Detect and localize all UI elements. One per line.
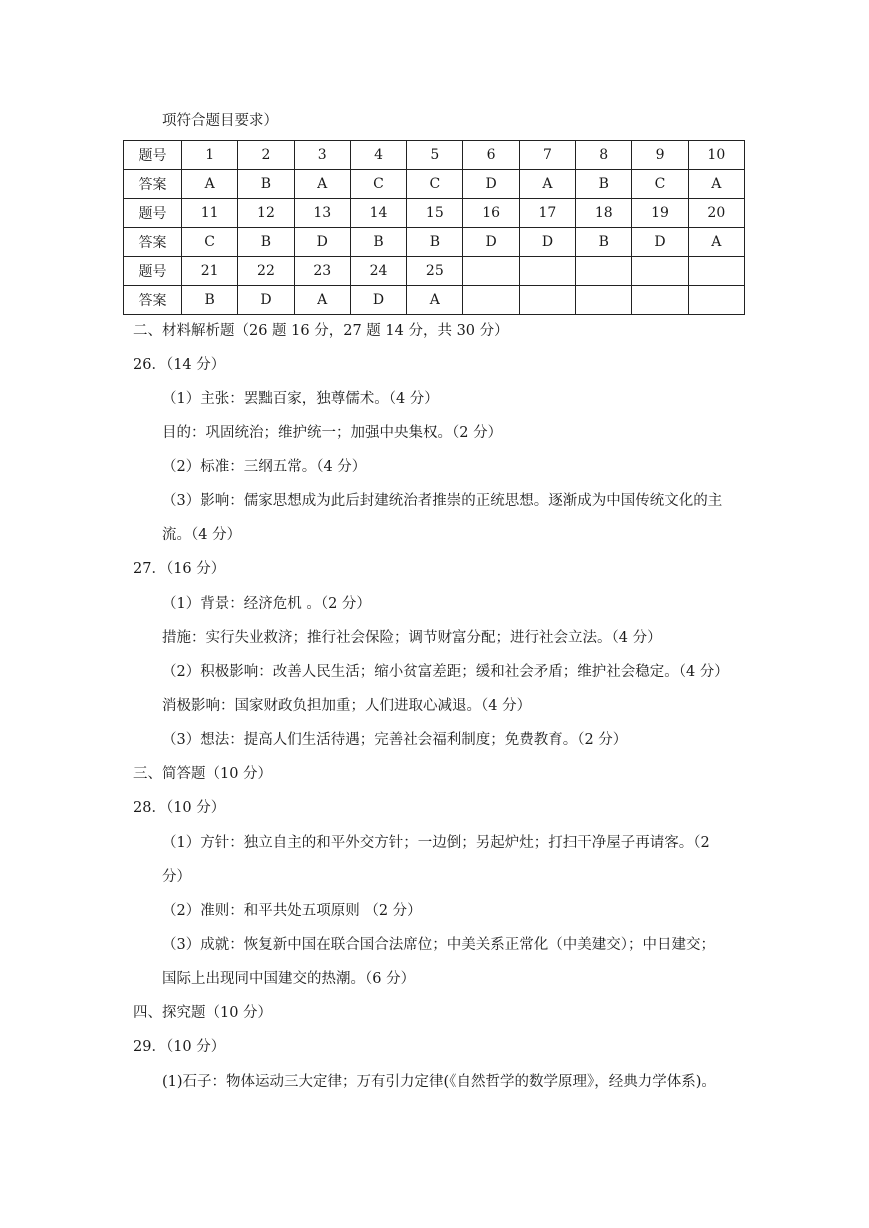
table-cell: D <box>350 286 406 315</box>
table-cell <box>576 257 632 286</box>
table-cell: 11 <box>182 199 238 228</box>
table-cell: 22 <box>238 257 294 286</box>
answer-table-row <box>124 199 745 228</box>
table-cell: 23 <box>294 257 350 286</box>
table-cell: A <box>294 170 350 199</box>
table-cell: 18 <box>576 199 632 228</box>
table-cell: 10 <box>688 141 744 170</box>
question-26-heading: 26．（14 分） <box>133 357 226 373</box>
table-cell <box>632 286 688 315</box>
table-cell: B <box>576 228 632 257</box>
table-cell: A <box>519 170 575 199</box>
table-cell: C <box>632 170 688 199</box>
q27-part-2: （2）积极影响：改善人民生活；缩小贫富差距；缓和社会矛盾；维护社会稳定。（4 分） <box>162 664 729 680</box>
section-4-heading: 四、探究题（10 分） <box>133 1005 273 1021</box>
table-cell: 24 <box>350 257 406 286</box>
question-27-heading: 27．（16 分） <box>133 561 226 577</box>
table-cell <box>576 286 632 315</box>
table-cell: D <box>463 228 519 257</box>
table-cell: 14 <box>350 199 406 228</box>
q27-part-1: （1）背景：经济危机 。（2 分） <box>162 596 371 612</box>
q27-measures: 措施：实行失业救济；推行社会保险；调节财富分配；进行社会立法。（4 分） <box>162 630 662 646</box>
q28-part-3: （3）成就：恢复新中国在联合国合法席位；中美关系正常化（中美建交）；中日建交； <box>162 937 715 953</box>
table-cell: 16 <box>463 199 519 228</box>
table-cell: A <box>688 170 744 199</box>
table-cell: C <box>407 170 463 199</box>
table-cell: D <box>238 286 294 315</box>
table-cell <box>688 257 744 286</box>
table-cell <box>463 257 519 286</box>
table-cell: A <box>407 286 463 315</box>
table-cell: 9 <box>632 141 688 170</box>
answer-table-row <box>124 141 745 170</box>
table-cell: 1 <box>182 141 238 170</box>
q27-negative: 消极影响：国家财政负担加重；人们进取心减退。（4 分） <box>162 698 532 714</box>
q29-part-1: (1)石子：物体运动三大定律；万有引力定律(《自然哲学的数学原理》，经典力学体系)。 <box>162 1074 716 1090</box>
table-cell: B <box>576 170 632 199</box>
row-label: 答案 <box>124 286 182 315</box>
q28-part-1-cont: 分） <box>162 869 191 885</box>
table-cell: 2 <box>238 141 294 170</box>
table-cell: 20 <box>688 199 744 228</box>
q26-part-3: （3）影响：儒家思想成为此后封建统治者推崇的正统思想。逐渐成为中国传统文化的主 <box>162 493 723 509</box>
table-cell: 3 <box>294 141 350 170</box>
section-3-heading: 三、简答题（10 分） <box>133 766 273 782</box>
table-cell: 7 <box>519 141 575 170</box>
section-2-heading: 二、材料解析题（26 题 16 分，27 题 14 分，共 30 分） <box>133 323 509 339</box>
q28-part-1: （1）方针：独立自主的和平外交方针；一边倒；另起炉灶；打扫干净屋子再请客。（2 <box>162 835 710 851</box>
table-cell: 8 <box>576 141 632 170</box>
q28-part-3-cont: 国际上出现同中国建交的热潮。（6 分） <box>162 971 416 987</box>
q26-part-3-cont: 流。（4 分） <box>162 527 242 543</box>
question-29-heading: 29．（10 分） <box>133 1039 226 1055</box>
answer-table-row <box>124 257 745 286</box>
table-cell: B <box>350 228 406 257</box>
table-cell: 5 <box>407 141 463 170</box>
table-cell: B <box>182 286 238 315</box>
table-cell: 21 <box>182 257 238 286</box>
q26-purpose: 目的：巩固统治；维护统一；加强中央集权。（2 分） <box>162 425 503 441</box>
row-label: 题号 <box>124 257 182 286</box>
q28-part-2: （2）准则：和平共处五项原则 （2 分） <box>162 903 422 919</box>
table-cell <box>688 286 744 315</box>
answer-table <box>123 140 745 315</box>
table-cell: 17 <box>519 199 575 228</box>
table-cell: A <box>688 228 744 257</box>
table-cell: B <box>238 170 294 199</box>
table-cell: 4 <box>350 141 406 170</box>
table-cell: D <box>519 228 575 257</box>
q26-part-2: （2）标准：三纲五常。（4 分） <box>162 459 367 475</box>
table-cell: 19 <box>632 199 688 228</box>
intro-fragment: 项符合题目要求） <box>162 113 278 129</box>
row-label: 题号 <box>124 141 182 170</box>
table-cell: B <box>407 228 463 257</box>
row-label: 答案 <box>124 170 182 199</box>
answer-table-row <box>124 228 745 257</box>
table-cell: 12 <box>238 199 294 228</box>
table-cell: D <box>632 228 688 257</box>
table-cell: 13 <box>294 199 350 228</box>
table-cell: D <box>294 228 350 257</box>
table-cell: B <box>238 228 294 257</box>
row-label: 题号 <box>124 199 182 228</box>
table-cell: 25 <box>407 257 463 286</box>
table-cell: A <box>294 286 350 315</box>
table-cell: C <box>350 170 406 199</box>
table-cell <box>519 257 575 286</box>
q27-part-3: （3）想法：提高人们生活待遇；完善社会福利制度；免费教育。（2 分） <box>162 732 628 748</box>
table-cell <box>463 286 519 315</box>
table-cell: A <box>182 170 238 199</box>
table-cell: D <box>463 170 519 199</box>
q26-part-1: （1）主张：罢黜百家，独尊儒术。（4 分） <box>162 391 439 407</box>
row-label: 答案 <box>124 228 182 257</box>
table-cell <box>632 257 688 286</box>
answer-table-row <box>124 286 745 315</box>
question-28-heading: 28．（10 分） <box>133 800 226 816</box>
table-cell: 6 <box>463 141 519 170</box>
table-cell <box>519 286 575 315</box>
table-cell: C <box>182 228 238 257</box>
table-cell: 15 <box>407 199 463 228</box>
answer-table-row <box>124 170 745 199</box>
